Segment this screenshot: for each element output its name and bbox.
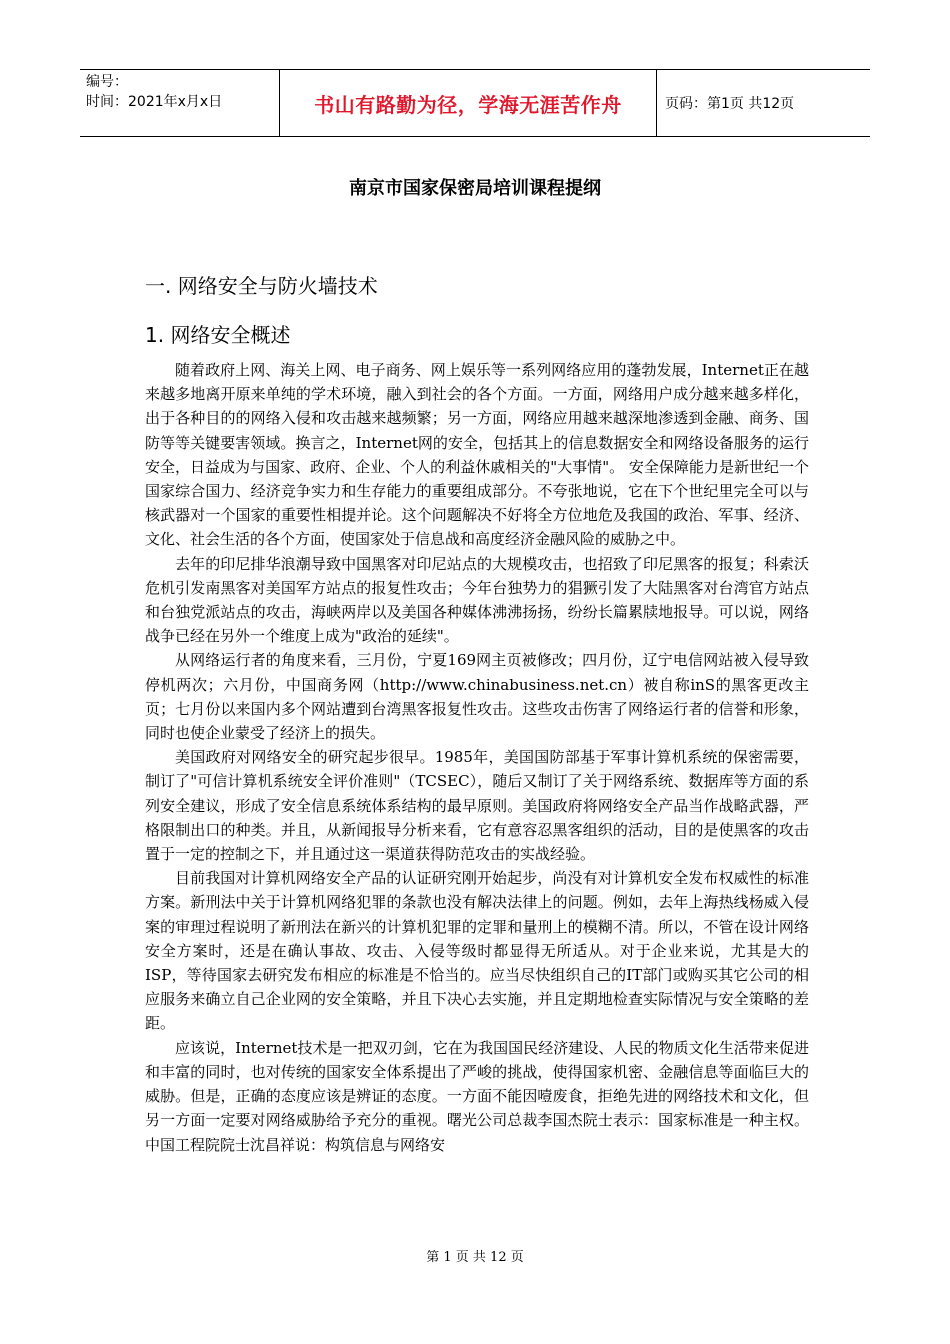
subsection-heading: 1. 网络安全概述 (145, 323, 291, 347)
document-number-label: 编号： (86, 74, 128, 90)
document-title: 南京市国家保密局培训课程提纲 (349, 178, 601, 199)
paragraph: 去年的印尼排华浪潮导致中国黑客对印尼站点的大规模攻击，也招致了印尼黑客的报复；科索沃危机引发南黑客对美国军方站点的报复性攻击；今年台独势力的猖獗引发了大陆黑客对台湾官方站点和台独党派站点的攻击，海峡两岸以及美国各种媒体沸沸扬扬，纷纷长篇累牍地报导。可以说，网络战争已经在另外一个维度上成为"政治的延续"。 (145, 554, 809, 646)
paragraph: 随着政府上网、海关上网、电子商务、网上娱乐等一系列网络应用的蓬勃发展，Internet正在越来越多地离开原来单纯的学术环境，融入到社会的各个方面。一方面，网络用户成分越来越多样化，出于各种目的的网络入侵和攻击越来越频繁；另一方面，网络应用越来越深地渗透到金融、商务、国防等等关键要害领域。换言之，Internet网的安全，包括其上的信息数据安全和网络设备服务的运行安全，日益成为与国家、政府、企业、个人的利益休戚相关的"大事情"。 安全保障能力是新世纪一个国家综合国力、经济竞争实力和生存能力的重要组成部分。不夸张地说，它在下个世纪里完全可以与核武器对一个国家的重要性相提并论。这个问题解决不好将全方位地危及我国的政治、军事、经济、文化、社会生活的各个方面，使国家处于信息战和高度经济金融风险的威胁之中。 (145, 361, 809, 549)
document-body (145, 358, 809, 1157)
document-date-label: 时间：2021年x月x日 (86, 94, 223, 110)
page-header (80, 69, 870, 137)
header-meta (80, 70, 280, 136)
paragraph: 目前我国对计算机网络安全产品的认证研究刚开始起步，尚没有对计算机安全发布权威性的标准方案。新刑法中关于计算机网络犯罪的条款也没有解决法律上的问题。例如，去年上海热线杨威入侵案的审理过程说明了新刑法在新兴的计算机犯罪的定罪和量刑上的模糊不清。所以，不管在设计网络安全方案时，还是在确认事故、攻击、入侵等级时都显得无所适从。对于企业来说，尤其是大的ISP，等待国家去研究发布相应的标准是不恰当的。应当尽快组织自己的IT部门或购买其它公司的相应服务来确立自己企业网的安全策略，并且下决心去实施，并且定期地检查实际情况与安全策略的差距。 (145, 869, 809, 1033)
section-heading: 一. 网络安全与防火墙技术 (145, 274, 378, 298)
paragraph: 美国政府对网络安全的研究起步很早。1985年，美国国防部基于军事计算机系统的保密需要，制订了"可信计算机系统安全评价准则"（TCSEC），随后又制订了关于网络系统、数据库等方面的系列安全建议，形成了安全信息系统体系结构的最早原则。美国政府将网络安全产品当作战略武器，严格限制出口的种类。并且，从新闻报导分析来看，它有意容忍黑客组织的活动，目的是使黑客的攻击置于一定的控制之下，并且通过这一渠道获得防范攻击的实战经验。 (145, 748, 809, 864)
paragraph: 应该说，Internet技术是一把双刃剑，它在为我国国民经济建设、人民的物质文化生活带来促进和丰富的同时，也对传统的国家安全体系提出了严峻的挑战，使得国家机密、金融信息等面临巨大的威胁。但是，正确的态度应该是辨证的态度。一方面不能因噎废食，拒绝先进的网络技术和文化，但另一方面一定要对网络威胁给予充分的重视。曙光公司总裁李国杰院士表示：国家标准是一种主权。中国工程院院士沈昌祥说：构筑信息与网络安 (145, 1038, 809, 1154)
header-motto: 书山有路勤为径，学海无涯苦作舟 (280, 70, 657, 136)
page-footer: 第 1 页 共 12 页 (426, 1250, 524, 1265)
paragraph: 从网络运行者的角度来看，三月份，宁夏169网主页被修改；四月份，辽宁电信网站被入侵导致停机两次；六月份，中国商务网（http://www.chinabusiness.net.cn）被自称inS的黑客更改主页；七月份以来国内多个网站遭到台湾黑客报复性攻击。这些攻击伤害了网络运行者的信誉和形象，同时也使企业蒙受了经济上的损失。 (145, 651, 809, 743)
header-page-info: 页码：第1页 共12页 (665, 96, 795, 112)
